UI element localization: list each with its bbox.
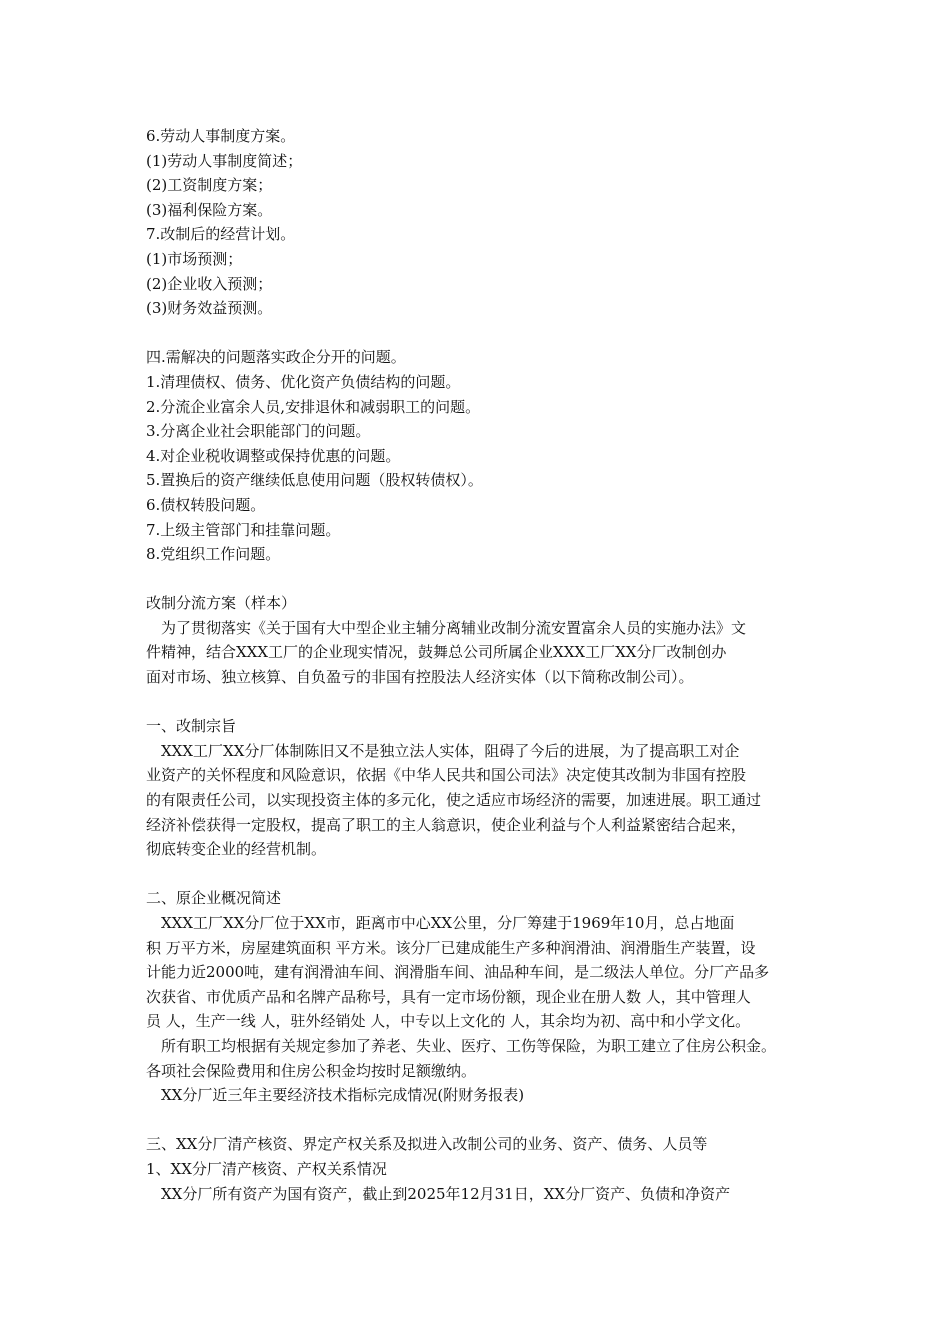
paragraph-line: 积 万平方米，房屋建筑面积 平方米。该分厂已建成能生产多种润滑油、润滑脂生产装置，设	[146, 938, 756, 957]
plan-item: (1)劳动人事制度简述；	[146, 151, 303, 170]
blank-line	[146, 567, 811, 592]
paragraph-line: 的有限责任公司，以实现投资主体的多元化，使之适应市场经济的需要，加速进展。职工通过	[146, 791, 762, 810]
paragraph-line: XXX工厂XX分厂位于XX市，距离市中心XX公里，分厂筹建于1969年10月，总占地面	[161, 914, 735, 932]
paragraph-line: 件精神，结合XXX工厂的企业现实情况，鼓舞总公司所属企业XXX工厂XX分厂改制创办	[146, 643, 727, 662]
paragraph-line: 所有职工均根据有关规定参加了养老、失业、医疗、工伤等保险，为职工建立了住房公积金。	[161, 1036, 777, 1055]
problem-item: 7.上级主管部门和挂靠问题。	[146, 520, 341, 539]
paragraph-line: 业资产的关怀程度和风险意识，依据《中华人民共和国公司法》决定使其改制为非国有控股	[146, 766, 747, 785]
plan-item: (2)企业收入预测；	[146, 274, 273, 293]
plan-item: (2)工资制度方案；	[146, 176, 273, 195]
problem-item: 4.对企业税收调整或保持优惠的问题。	[146, 446, 401, 465]
paragraph-line: 员 人，生产一线 人，驻外经销处 人，中专以上文化的 人，其余均为初、高中和小学文化。	[146, 1012, 751, 1031]
section-heading: 一、改制宗旨	[146, 717, 237, 736]
blank-line	[146, 862, 811, 887]
plan-item: 7.改制后的经营计划。	[146, 225, 296, 244]
paragraph-line: 彻底转变企业的经营机制。	[146, 840, 327, 859]
plan-item: (3)福利保险方案。	[146, 200, 273, 219]
problem-item: 8.党组织工作问题。	[146, 545, 281, 564]
paragraph-line: XX分厂近三年主要经济技术指标完成情况(附财务报表)	[161, 1086, 525, 1105]
paragraph-line: 各项社会保险费用和住房公积金均按时足额缴纳。	[146, 1061, 477, 1080]
blank-line	[146, 690, 811, 715]
paragraph-line: 面对市场、独立核算、自负盈亏的非国有控股法人经济实体（以下简称改制公司）。	[146, 668, 694, 687]
plan-item: 6.劳动人事制度方案。	[146, 127, 296, 145]
paragraph-line: 经济补偿获得一定股权，提高了职工的主人翁意识，使企业利益与个人利益紧密结合起来，	[146, 815, 747, 834]
plan-item: (3)财务效益预测。	[146, 299, 273, 318]
blank-line	[146, 321, 811, 346]
paragraph-line: 为了贯彻落实《关于国有大中型企业主辅分离辅业改制分流安置富余人员的实施办法》文	[161, 618, 747, 637]
section-overview	[146, 886, 811, 1107]
problem-item: 6.债权转股问题。	[146, 495, 266, 514]
section-purpose	[146, 714, 811, 862]
plan-list-block	[146, 124, 811, 321]
problem-item: 2.分流企业富余人员,安排退休和减弱职工的问题。	[146, 397, 481, 416]
problem-item: 5.置换后的资产继续低息使用问题（股权转债权）。	[146, 471, 483, 490]
sample-title: 改制分流方案（样本）	[146, 594, 297, 613]
paragraph-line: 次获省、市优质产品和名牌产品称号，具有一定市场份额，现企业在册人数 人，其中管理人	[146, 987, 751, 1006]
paragraph-line: XXX工厂XX分厂体制陈旧又不是独立法人实体，阻碍了今后的进展，为了提高职工对企	[161, 741, 740, 760]
problems-list-block	[146, 345, 811, 566]
paragraph-line: 计能力近2000吨，建有润滑油车间、润滑脂车间、油品种车间，是二级法人单位。分厂产品多	[146, 963, 770, 982]
problem-item: 3.分离企业社会职能部门的问题。	[146, 422, 371, 441]
paragraph-line: XX分厂所有资产为国有资产，截止到2025年12月31日，XX分厂资产、负债和净资产	[161, 1184, 731, 1203]
subsection-heading: 1、XX分厂清产核资、产权关系情况	[146, 1159, 387, 1178]
section-heading: 二、原企业概况简述	[146, 889, 282, 908]
problem-item: 1.清理债权、债务、优化资产负债结构的问题。	[146, 372, 461, 391]
problems-heading: 四.需解决的问题落实政企分开的问题。	[146, 348, 406, 367]
blank-line	[146, 1108, 811, 1133]
section-heading: 三、XX分厂清产核资、界定产权关系及拟进入改制公司的业务、资产、债务、人员等	[146, 1135, 708, 1154]
section-assets	[146, 1132, 811, 1206]
plan-item: (1)市场预测；	[146, 249, 243, 268]
sample-block	[146, 591, 811, 689]
document-page	[146, 124, 811, 1206]
